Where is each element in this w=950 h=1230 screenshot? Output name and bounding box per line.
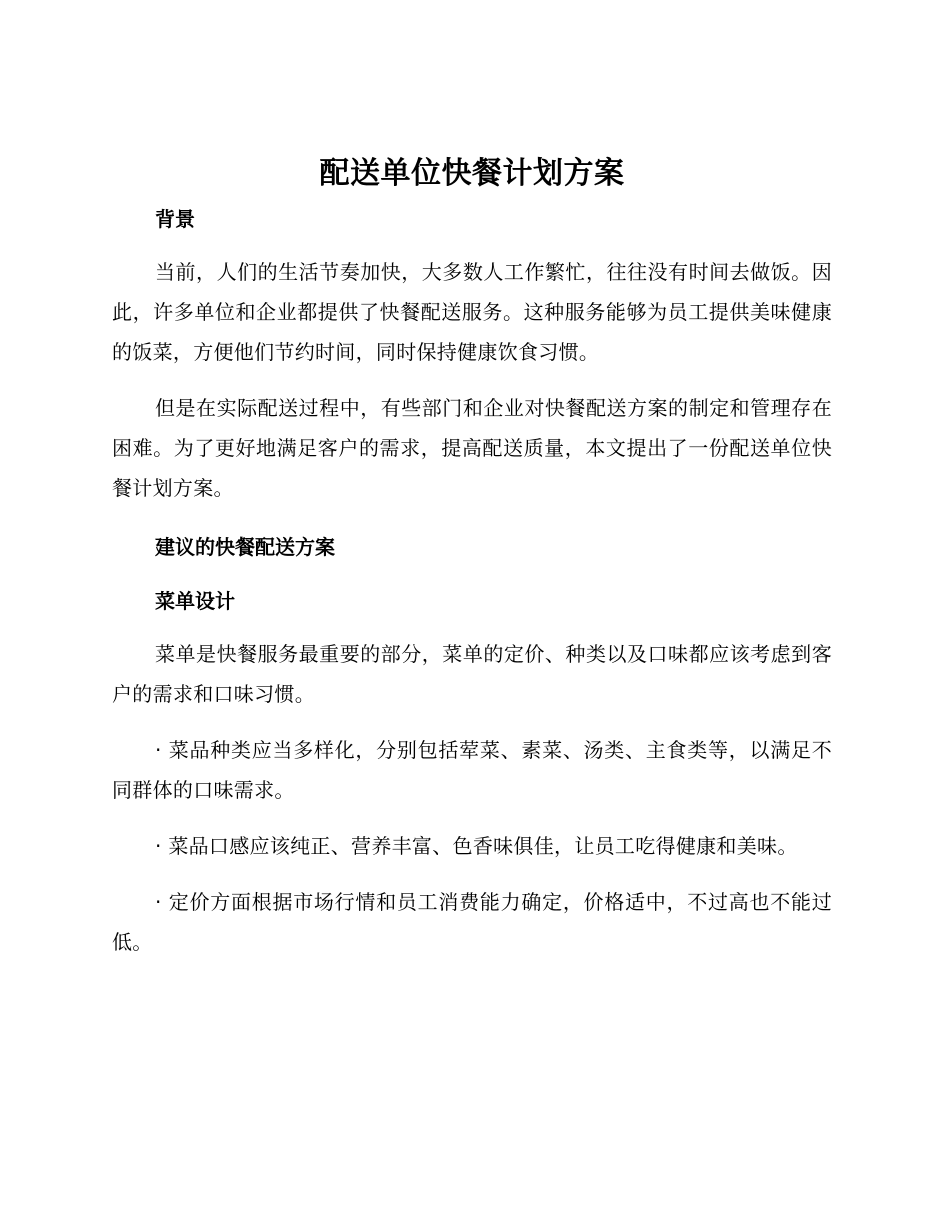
paragraph-background-1: 当前，人们的生活节奏加快，大多数人工作繁忙，往往没有时间去做饭。因此，许多单位和企业都提供了快餐配送服务。这种服务能够为员工提供美味健康的饭菜，方便他们节约时间，同时保持健康饮食习惯。: [112, 260, 832, 364]
bullet-item-pricing: · 定价方面根据市场行情和员工消费能力确定，价格适中，不过高也不能过低。: [112, 890, 832, 954]
section-heading-plan: 建议的快餐配送方案: [155, 535, 335, 559]
paragraph-menu-intro: 菜单是快餐服务最重要的部分，菜单的定价、种类以及口味都应该考虑到客户的需求和口味习惯。: [112, 642, 832, 706]
section-heading-background: 背景: [155, 207, 195, 231]
bullet-item-variety: · 菜品种类应当多样化，分别包括荤菜、素菜、汤类、主食类等，以满足不同群体的口味需求。: [112, 738, 832, 802]
bullet-item-taste: · 菜品口感应该纯正、营养丰富、色香味俱佳，让员工吃得健康和美味。: [155, 834, 798, 858]
section-heading-menu: 菜单设计: [155, 589, 235, 613]
paragraph-background-2: 但是在实际配送过程中，有些部门和企业对快餐配送方案的制定和管理存在困难。为了更好地满足客户的需求，提高配送质量，本文提出了一份配送单位快餐计划方案。: [112, 396, 832, 500]
document-page: [112, 150, 832, 962]
document-title: 配送单位快餐计划方案: [319, 156, 625, 191]
